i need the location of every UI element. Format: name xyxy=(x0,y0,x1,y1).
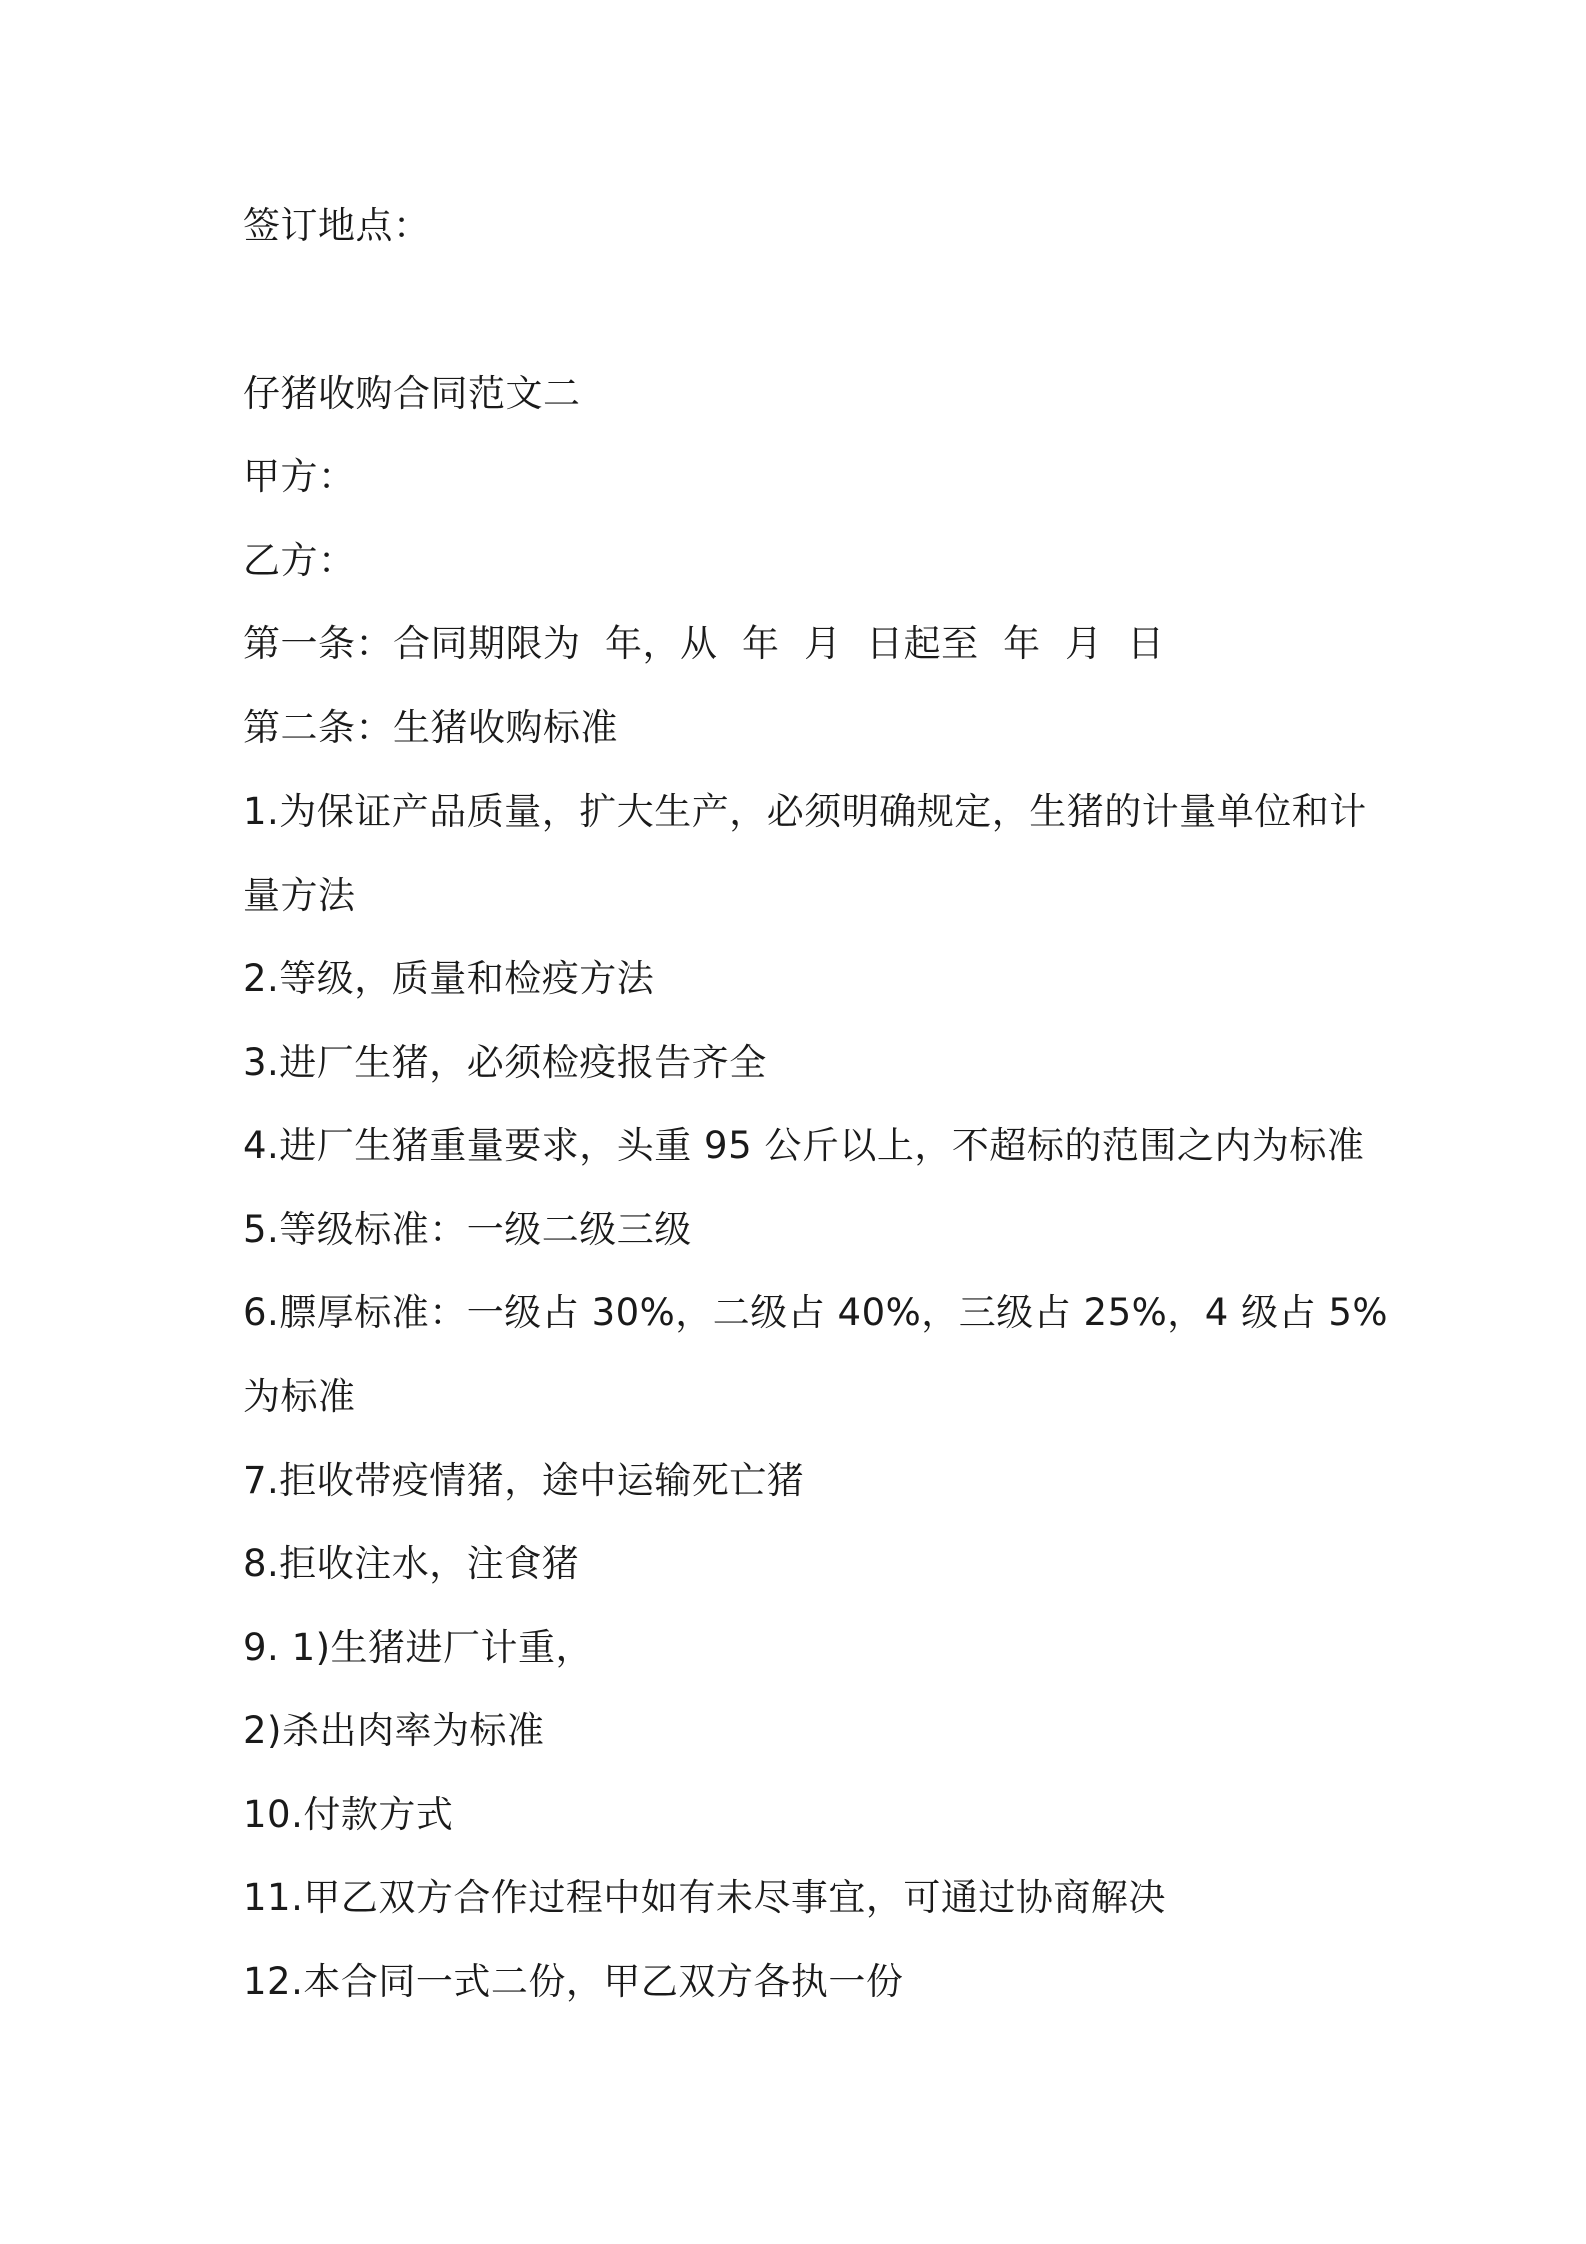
contract-title: 仔猪收购合同范文二 xyxy=(243,372,581,415)
article-2: 第二条：生猪收购标准 xyxy=(243,706,618,749)
article-1: 第一条：合同期限为 年，从 年 月 日起至 年 月 日 xyxy=(243,622,1165,665)
list-item: 2.等级，质量和检疫方法 xyxy=(243,957,655,1000)
party-b: 乙方： xyxy=(243,539,356,582)
list-item: 6.膘厚标准：一级占 30%，二级占 40%，三级占 25%，4 级占 5% xyxy=(243,1291,1389,1334)
list-item: 5.等级标准：一级二级三级 xyxy=(243,1208,692,1251)
list-item: 4.进厂生猪重量要求，头重 95 公斤以上，不超标的范围之内为标准 xyxy=(243,1124,1365,1167)
list-item: 2)杀出肉率为标准 xyxy=(243,1709,545,1752)
list-item: 为标准 xyxy=(243,1375,356,1418)
list-item: 10.付款方式 xyxy=(243,1793,454,1836)
party-a: 甲方： xyxy=(243,455,356,498)
list-item: 7.拒收带疫情猪，途中运输死亡猪 xyxy=(243,1459,805,1502)
list-item: 1.为保证产品质量，扩大生产，必须明确规定，生猪的计量单位和计 xyxy=(243,790,1367,833)
list-item: 量方法 xyxy=(243,874,356,917)
signing-place: 签订地点： xyxy=(243,204,431,247)
list-item: 9. 1)生猪进厂计重， xyxy=(243,1626,594,1669)
list-item: 3.进厂生猪，必须检疫报告齐全 xyxy=(243,1041,767,1084)
list-item: 11.甲乙双方合作过程中如有未尽事宜，可通过协商解决 xyxy=(243,1876,1166,1919)
list-item: 12.本合同一式二份，甲乙双方各执一份 xyxy=(243,1960,904,2003)
list-item: 8.拒收注水，注食猪 xyxy=(243,1542,580,1585)
